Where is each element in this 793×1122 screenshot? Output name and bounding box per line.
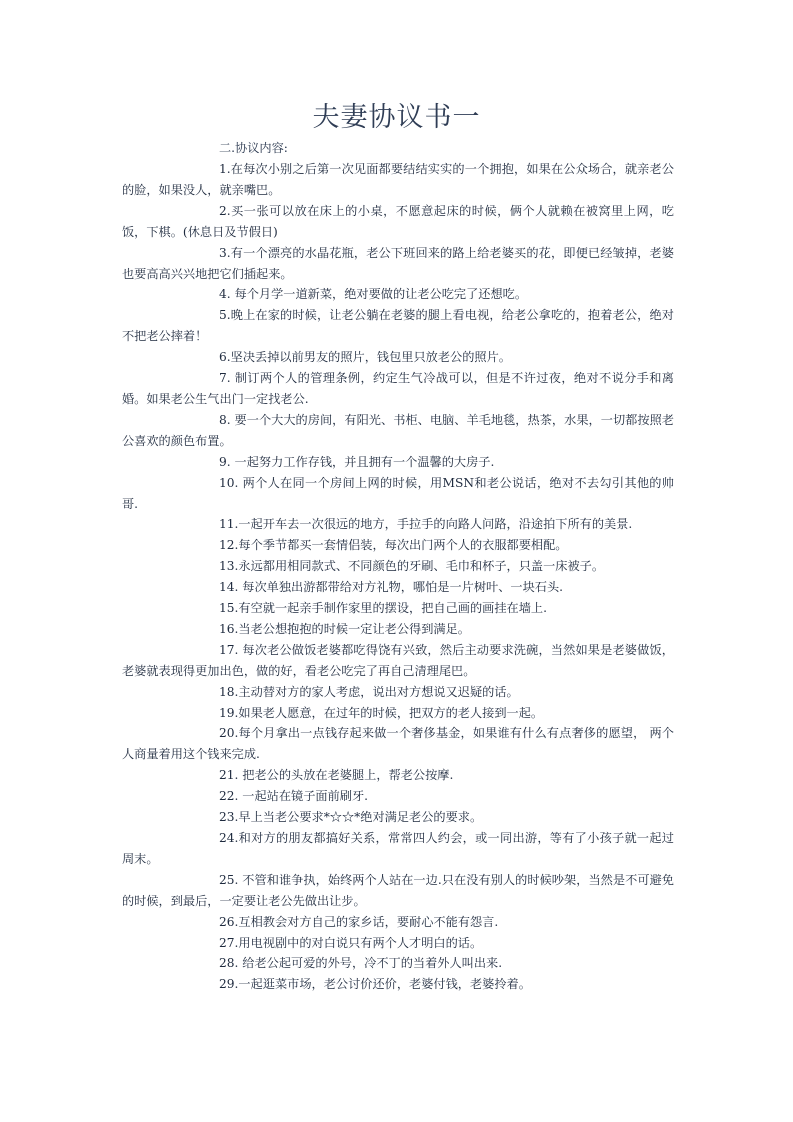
clause-29: 29.一起逛菜市场，老公讨价还价，老婆付钱，老婆拎着。 (219, 977, 531, 992)
clause-9: 9. 一起努力工作存钱，并且拥有一个温馨的大房子. (219, 454, 495, 469)
clause-23: 23.早上当老公要求*☆☆*绝对满足老公的要求。 (219, 810, 483, 825)
clause-22: 22. 一起站在镜子面前刷牙. (219, 789, 369, 804)
clause-18: 18.主动替对方的家人考虑，说出对方想说又迟疑的话。 (219, 684, 519, 699)
section-heading: 二.协议内容: (219, 141, 288, 155)
clause-28: 28. 给老公起可爱的外号，冷不丁的当着外人叫出来. (219, 956, 503, 971)
clause-11: 11.一起开车去一次很远的地方，手拉手的向路人问路，沿途拍下所有的美景. (219, 517, 633, 532)
clause-19: 19.如果老人愿意，在过年的时候，把双方的老人接到一起。 (219, 705, 544, 720)
clause-16: 16.当老公想抱抱的时候一定让老公得到满足。 (219, 621, 470, 636)
clause-2: 2.买一张可以放在床上的小桌，不愿意起床的时候，俩个人就赖在被窝里上网，吃饭，下棋。(休息日及节假日) (122, 203, 674, 239)
clause-6: 6.坚决丢掉以前男友的照片，钱包里只放老公的照片。 (219, 350, 511, 365)
clause-8: 8. 要一个大大的房间，有阳光、书柜、电脑、羊毛地毯，热茶，水果，一切都按照老公喜欢的颜色布置。 (122, 412, 674, 448)
clause-14: 14. 每次单独出游都带给对方礼物，哪怕是一片树叶、一块石头. (219, 580, 564, 595)
clause-24: 24.和对方的朋友都搞好关系，常常四人约会，或一同出游，等有了小孩子就一起过周末。 (122, 831, 674, 866)
clause-21: 21. 把老公的头放在老婆腿上，帮老公按摩. (219, 768, 454, 783)
clause-5: 5.晚上在家的时候，让老公躺在老婆的腿上看电视，给老公拿吃的，抱着老公，绝对不把老公摔着！ (122, 308, 674, 344)
clause-4: 4. 每个月学一道新菜，绝对要做的让老公吃完了还想吃。 (219, 287, 528, 302)
clause-26: 26.互相教会对方自己的家乡话，要耐心不能有怨言. (219, 914, 499, 929)
clause-10: 10. 两个人在同一个房间上网的时候，用MSN和老公说话，绝对不去勾引其他的帅哥. (122, 475, 674, 511)
clause-12: 12.每个季节都买一套情侣装，每次出门两个人的衣服都要相配。 (219, 538, 568, 553)
clause-17: 17. 每次老公做饭老婆都吃得饶有兴致，然后主动要求洗碗，当然如果是老婆做饭，老婆就表现得更加出色，做的好，看老公吃完了再自己清理尾巴。 (122, 642, 674, 678)
clause-7: 7. 制订两个人的管理条例，约定生气冷战可以，但是不许过夜，绝对不说分手和离婚。如果老公生气出门一定找老公. (122, 371, 674, 406)
clause-1: 1.在每次小别之后第一次见面都要结结实实的一个拥抱，如果在公众场合，就亲老公的脸，如果没人，就亲嘴巴。 (122, 162, 674, 197)
clause-13: 13.永远都用相同款式、不同颜色的牙刷、毛巾和杯子，只盖一床被子。 (219, 559, 605, 574)
clause-15: 15.有空就一起亲手制作家里的摆设，把自己画的画挂在墙上. (219, 601, 547, 616)
clause-20: 20.每个月拿出一点钱存起来做一个奢侈基金，如果谁有什么有点奢侈的愿望， 两个人商量着用这个钱来完成. (122, 726, 674, 762)
clause-25: 25. 不管和谁争执，始终两个人站在一边.只在没有别人的时候吵架，当然是不可避免的时候，到最后，一定要让老公先做出让步。 (122, 872, 674, 908)
document-title: 夫妻协议书一 (312, 102, 481, 133)
agreement-content (122, 138, 674, 995)
clause-27: 27.用电视剧中的对白说只有两个人才明白的话。 (219, 935, 483, 950)
clause-3: 3.有一个漂亮的水晶花瓶，老公下班回来的路上给老婆买的花，即便已经皱掉，老婆也要高高兴兴地把它们插起来。 (122, 245, 674, 281)
